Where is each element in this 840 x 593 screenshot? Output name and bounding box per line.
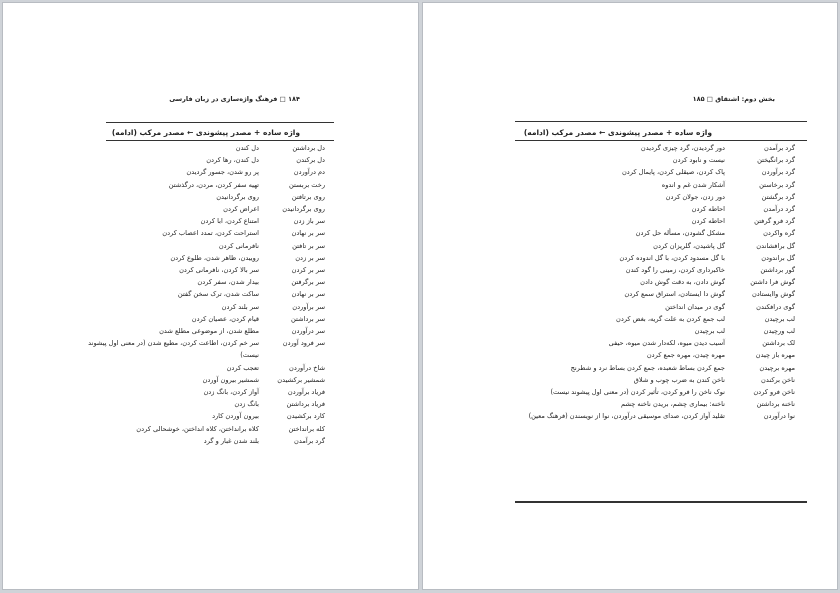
- entry-definition: پاک کردن، صیقلی کردن، پایمال کردن: [621, 168, 725, 177]
- entry-definition: پر رو شدن، جسور گردیدن: [186, 168, 259, 177]
- entry-definition: سر خم کردن، اطاعت کردن، مطیع شدن (در معنی اول پیشوند نیست): [88, 339, 259, 360]
- entry-row: [85, 179, 325, 191]
- entry-term: دل برداشتن: [292, 144, 325, 152]
- entry-term: ناخنه برداشتن: [756, 400, 795, 409]
- entry-term: سر برآوردن: [292, 302, 325, 311]
- entry-definition: بلند شدن غبار و گرد: [203, 436, 259, 445]
- entry-row: [85, 215, 325, 227]
- entry-definition: استراحت کردن، تمدد اعصاب کردن: [162, 229, 259, 238]
- entry-definition: امتناع کردن، ابا کردن: [200, 217, 259, 226]
- entry-row: [510, 142, 795, 154]
- section-heading: واژه ساده + مصدر پیشوندی ← مصدر مرکب (ادامه): [111, 128, 300, 137]
- left-page: [3, 3, 418, 589]
- entry-row: [85, 252, 325, 264]
- entry-definition: گوش دا ایستادن، استراق سمع کردن: [624, 290, 725, 299]
- entry-term: لب برچیدن: [764, 314, 795, 323]
- entry-definition: تعجب کردن: [226, 363, 259, 372]
- entry-term: گل براندودن: [761, 253, 795, 262]
- entry-definition: گل پاشیدن، گلریزان کردن: [653, 241, 725, 250]
- entry-term: کله برانداختن: [288, 424, 325, 433]
- entry-row: [85, 313, 325, 325]
- entry-term: لک برداشتن: [762, 339, 795, 348]
- entry-row: [85, 301, 325, 313]
- entry-definition: نافرمانی کردن: [218, 241, 259, 250]
- entry-definition: دور گردیدن، گرد چیزی گردیدن: [640, 144, 725, 152]
- entry-definition: با گل مسدود کردن، با گل اندوده کردن: [619, 253, 725, 262]
- entry-definition: خاکبرداری کردن، زمینی را گود کندن: [625, 266, 725, 275]
- section-rule: [515, 140, 807, 141]
- entry-term: شاخ درآوردن: [289, 363, 325, 372]
- entry-row: [85, 374, 325, 386]
- entry-term: کارد برکشیدن: [286, 412, 325, 421]
- entry-term: سر بر کردن: [291, 266, 325, 275]
- entry-term: سر فرود آوردن: [282, 339, 325, 348]
- entry-row: [85, 154, 325, 166]
- entry-definition: مشکل گشودن، مسأله حل کردن: [635, 229, 725, 238]
- entry-row: [85, 325, 325, 337]
- entry-list: [510, 142, 795, 423]
- entry-row: [85, 337, 325, 361]
- entry-definition: آواز کردن، بانگ زدن: [203, 388, 259, 397]
- entry-term: سر باز زدن: [293, 217, 325, 226]
- entry-definition: سر بلند کردن: [221, 302, 259, 311]
- entry-term: لب ورچیدن: [763, 327, 795, 336]
- running-head: ۱۸۴ □ فرهنگ واژه‌سازی در زبان فارسی: [169, 95, 300, 103]
- entry-term: سر بر نهادن: [291, 229, 325, 238]
- entry-definition: نیست و نابود کردن: [672, 156, 725, 165]
- entry-row: [510, 398, 795, 410]
- entry-definition: گوی در میدان انداختن: [665, 302, 725, 311]
- entry-term: گرد برگشتن: [761, 192, 795, 201]
- entry-definition: لب برچیدن: [694, 327, 725, 336]
- entry-definition: روییدن، ظاهر شدن، طلوع کردن: [170, 253, 259, 262]
- entry-term: گرد فرو گرفتن: [754, 217, 795, 226]
- entry-row: [85, 288, 325, 300]
- entry-term: سر بر نهادن: [291, 290, 325, 299]
- entry-definition: روی برگردانیدن: [216, 192, 259, 201]
- entry-term: گرد برآمدن: [294, 436, 325, 445]
- entry-definition: قیام کردن، عصیان کردن: [191, 314, 259, 323]
- entry-definition: مهره چیدن، مهره جمع کردن: [646, 351, 725, 360]
- header-rule: [515, 121, 807, 122]
- entry-definition: مطلع شدن، از موضوعی مطلع شدن: [159, 327, 259, 336]
- entry-term: مهره باز چیدن: [755, 351, 795, 360]
- entry-definition: بانگ زدن: [234, 400, 259, 409]
- entry-row: [85, 227, 325, 239]
- entry-term: سر بر تافتن: [292, 241, 325, 250]
- entry-row: [85, 276, 325, 288]
- entry-row: [85, 240, 325, 252]
- entry-term: مهره برچیدن: [759, 363, 795, 372]
- entry-term: گوش فرا داشتن: [750, 278, 795, 287]
- entry-term: گل برافشاندن: [756, 241, 795, 250]
- entry-row: [510, 362, 795, 374]
- entry-term: سر برگرفتن: [291, 278, 325, 287]
- entry-row: [510, 374, 795, 386]
- entry-row: [85, 398, 325, 410]
- entry-term: گره واکردن: [763, 229, 795, 238]
- entry-row: [510, 179, 795, 191]
- entry-definition: بیرون آوردن کارد: [212, 412, 259, 421]
- entry-definition: اعراض کردن: [223, 205, 259, 214]
- entry-definition: سر بالا کردن، نافرمانی کردن: [179, 266, 259, 275]
- entry-definition: لب جمع کردن به علت گریه، بغض کردن: [616, 314, 725, 323]
- entry-term: گوی درافکندن: [756, 302, 795, 311]
- end-rule: [515, 501, 807, 503]
- entry-definition: دل کندن: [235, 144, 259, 152]
- entry-row: [510, 276, 795, 288]
- entry-term: رخت بربستن: [288, 180, 325, 189]
- entry-row: [510, 191, 795, 203]
- entry-row: [510, 203, 795, 215]
- entry-row: [85, 435, 325, 447]
- entry-definition: دور زدن، جولان کردن: [665, 192, 725, 201]
- entry-term: شمشیر برکشیدن: [277, 375, 325, 384]
- entry-definition: جمع کردن بساط شعبده، جمع کردن بساط نرد و شطرنج: [570, 363, 725, 372]
- entry-row: [510, 325, 795, 337]
- entry-term: نوا درآوردن: [763, 412, 795, 421]
- entry-row: [85, 386, 325, 398]
- entry-definition: ناخنه: بیماری چشم، بریدن ناخنه چشم: [620, 400, 725, 409]
- entry-row: [510, 288, 795, 300]
- entry-definition: ناخن کندن به ضرب چوب و شلاق: [633, 375, 725, 384]
- entry-row: [510, 166, 795, 178]
- entry-term: روی برگردانیدن: [282, 205, 325, 214]
- entry-definition: بیدار شدن، سفر کردن: [197, 278, 259, 287]
- entry-term: فریاد برآوردن: [287, 388, 325, 397]
- entry-term: گور برداشتن: [760, 266, 795, 275]
- entry-row: [510, 215, 795, 227]
- entry-definition: نوک ناخن را فرو کردن، تأثیر کردن (در معنی اول پیشوند نیست): [550, 388, 725, 397]
- entry-row: [510, 252, 795, 264]
- entry-row: [85, 203, 325, 215]
- entry-term: گرد برآمدن: [764, 144, 795, 152]
- entry-definition: احاطه کردن: [691, 217, 725, 226]
- running-head: بخش دوم: اشتقاق □ ۱۸۵: [692, 95, 775, 103]
- entry-row: [510, 337, 795, 349]
- entry-term: گرد برانگیختن: [757, 156, 795, 165]
- entry-term: سر برداشتن: [290, 314, 325, 323]
- entry-definition: گوش دادن، به دقت گوش دادن: [640, 278, 725, 287]
- header-rule: [106, 122, 334, 123]
- section-heading: واژه ساده + مصدر پیشوندی ← مصدر مرکب (ادامه): [523, 128, 712, 137]
- entry-row: [510, 301, 795, 313]
- entry-term: گرد درآمدن: [763, 205, 795, 214]
- entry-definition: ساکت شدن، ترک سخن گفتن: [177, 290, 259, 299]
- section-rule: [106, 140, 334, 141]
- entry-term: ناخن برکندن: [761, 375, 795, 384]
- entry-row: [85, 423, 325, 435]
- right-page: [423, 3, 837, 589]
- entry-term: دم درآوردن: [293, 168, 325, 177]
- entry-row: [85, 264, 325, 276]
- entry-row: [510, 240, 795, 252]
- entry-row: [510, 313, 795, 325]
- entry-row: [510, 154, 795, 166]
- entry-term: گرد برخاستن: [759, 180, 795, 189]
- entry-row: [510, 410, 795, 422]
- entry-row: [85, 142, 325, 154]
- entry-term: گوش واایستادن: [751, 290, 795, 299]
- entry-row: [510, 227, 795, 239]
- entry-term: گرد برآوردن: [761, 168, 795, 177]
- entry-term: سر درآوردن: [291, 327, 325, 336]
- entry-row: [85, 191, 325, 203]
- entry-definition: تقلید آواز کردن، صدای موسیقی درآوردن، نوا از نویسندن (فرهنگ معین): [528, 412, 725, 421]
- entry-row: [85, 410, 325, 422]
- entry-term: دل برکندن: [296, 156, 325, 165]
- entry-row: [510, 386, 795, 398]
- entry-term: سر بر زدن: [295, 253, 325, 262]
- entry-definition: شمشیر بیرون آوردن: [202, 375, 259, 384]
- entry-list: [85, 142, 325, 447]
- entry-definition: آشکار شدن غم و اندوه: [661, 180, 725, 189]
- entry-definition: دل کندن، رها کردن: [206, 156, 259, 165]
- entry-definition: احاطه کردن: [691, 205, 725, 214]
- entry-term: ناخن فرو کردن: [753, 388, 795, 397]
- entry-definition: آسیب دیدن میوه، لکه‌دار شدن میوه، حیفی: [608, 339, 725, 348]
- entry-row: [510, 264, 795, 276]
- entry-row: [85, 362, 325, 374]
- entry-term: روی برتافتن: [291, 192, 325, 201]
- entry-definition: تهیه سفر کردن، مردن، درگذشتن: [168, 180, 259, 189]
- entry-definition: کلاه برانداختن، کلاه انداختن، خوشحالی کردن: [136, 424, 259, 433]
- entry-row: [85, 166, 325, 178]
- entry-row: [510, 349, 795, 361]
- entry-term: فریاد برداشتن: [286, 400, 325, 409]
